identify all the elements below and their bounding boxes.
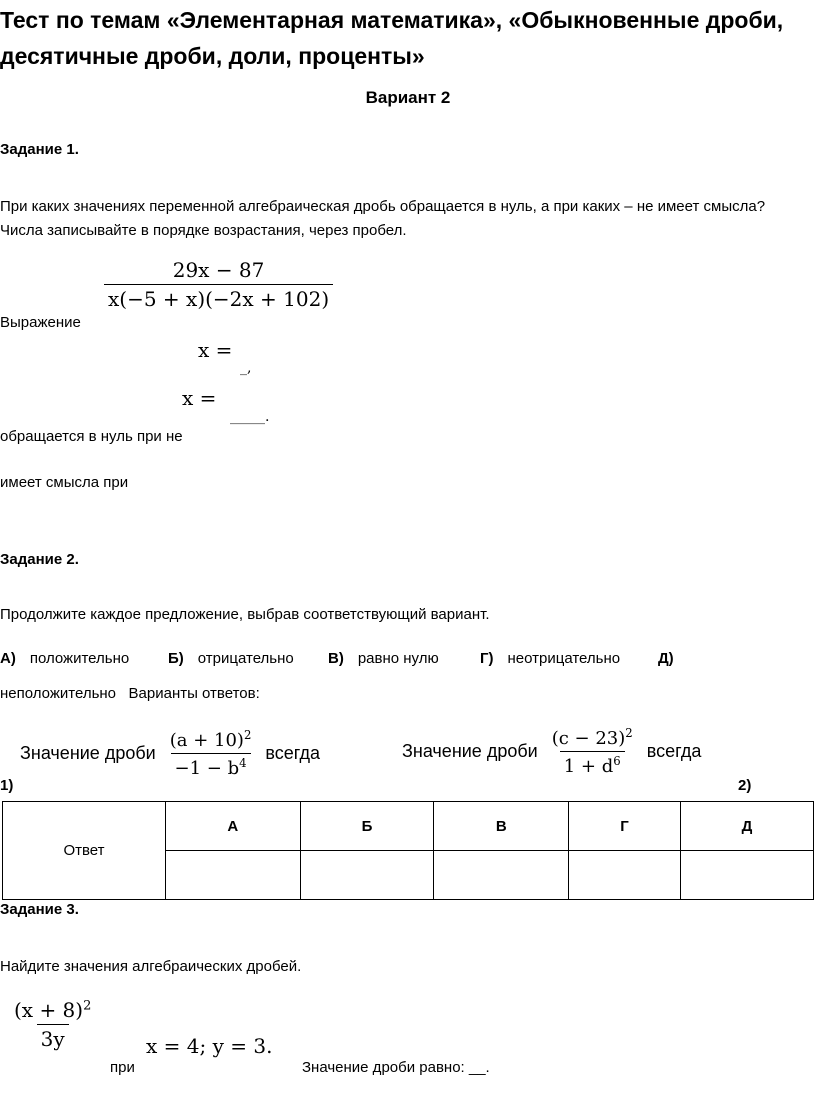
task1-numerator: 29x − 87 (172, 258, 265, 282)
task1-eq2-blank: _____. (230, 409, 270, 425)
statement-1 (20, 728, 320, 779)
answer-row-label: Ответ (3, 802, 166, 900)
variant-label: Вариант 2 (365, 88, 451, 107)
task3-numerator: (x + 8) (14, 998, 84, 1022)
statement-1-prefix: Значение дроби (20, 743, 156, 763)
task3-at-label: при (110, 1059, 135, 1076)
answer-cell-c[interactable] (434, 851, 569, 900)
task3-condition: x = 4; y = 3. (146, 1034, 273, 1058)
answer-col-d: Г (569, 802, 681, 851)
task1-text-line1: При каких значениях переменной алгебраическая дробь обращается в нуль, а при каких – не имеет смысла? (0, 198, 766, 215)
statement-2-fraction: $\frac{(c - 23)^2}{1 + d^6}$ (551, 726, 633, 777)
statement-1-fraction: $\frac{(a + 10)^2}{-1 - b^4}$ (169, 728, 252, 779)
statement-2-suffix: всегда (646, 741, 702, 761)
statement-1-suffix: всегда (265, 743, 321, 763)
task1-eq1-blank: _, (240, 360, 252, 376)
answer-table (2, 801, 814, 900)
statement-2-number: 2) (738, 777, 752, 794)
statement-1-number: 1) (0, 777, 14, 794)
task3-result-label: Значение дроби равно: __. (302, 1059, 490, 1076)
answer-col-a: А (166, 802, 301, 851)
task3-fraction: $\frac{(x + 8)^2}{3y}$ (14, 998, 92, 1051)
task1-zero-label: обращается в нуль при не (0, 428, 183, 445)
task3-denominator: 3y (37, 1024, 69, 1051)
task3-heading: Задание 3. (0, 901, 79, 918)
page-title: Тест по темам «Элементарная математика», «Обыкновенные дроби, десятичные дроби, доли, проценты» (0, 7, 784, 69)
task1-fraction (104, 258, 333, 311)
option-e: Д) (658, 650, 674, 667)
task3-instruction: Найдите значения алгебраических дробей. (0, 958, 302, 975)
answer-col-b: Б (300, 802, 434, 851)
answer-cell-d[interactable] (569, 851, 681, 900)
answer-cell-e[interactable] (680, 851, 813, 900)
option-e-text: неположительно Варианты ответов: (0, 685, 260, 702)
option-b: Б) отрицательно (168, 650, 294, 667)
answer-cell-a[interactable] (166, 851, 301, 900)
option-a: А) положительно (0, 650, 130, 667)
statement-2-prefix: Значение дроби (402, 741, 538, 761)
task1-eq2: x = (182, 386, 217, 410)
task1-eq1: x = (198, 338, 233, 362)
task1-expression-label: Выражение (0, 314, 81, 331)
answer-cell-b[interactable] (300, 851, 434, 900)
task2-heading: Задание 2. (0, 551, 79, 568)
task1-denominator: x(−5 + x)(−2x + 102) (104, 284, 333, 311)
answer-col-c: В (434, 802, 569, 851)
option-d: Г) неотрицательно (480, 650, 621, 667)
task1-text-line2: Числа записывайте в порядке возрастания, через пробел. (0, 222, 407, 239)
answer-col-e: Д (680, 802, 813, 851)
task2-instruction: Продолжите каждое предложение, выбрав соответствующий вариант. (0, 606, 490, 623)
statement-2 (402, 726, 701, 777)
option-c: В) равно нулю (328, 650, 439, 667)
task1-undefined-label: имеет смысла при (0, 474, 129, 491)
task1-heading: Задание 1. (0, 141, 79, 158)
